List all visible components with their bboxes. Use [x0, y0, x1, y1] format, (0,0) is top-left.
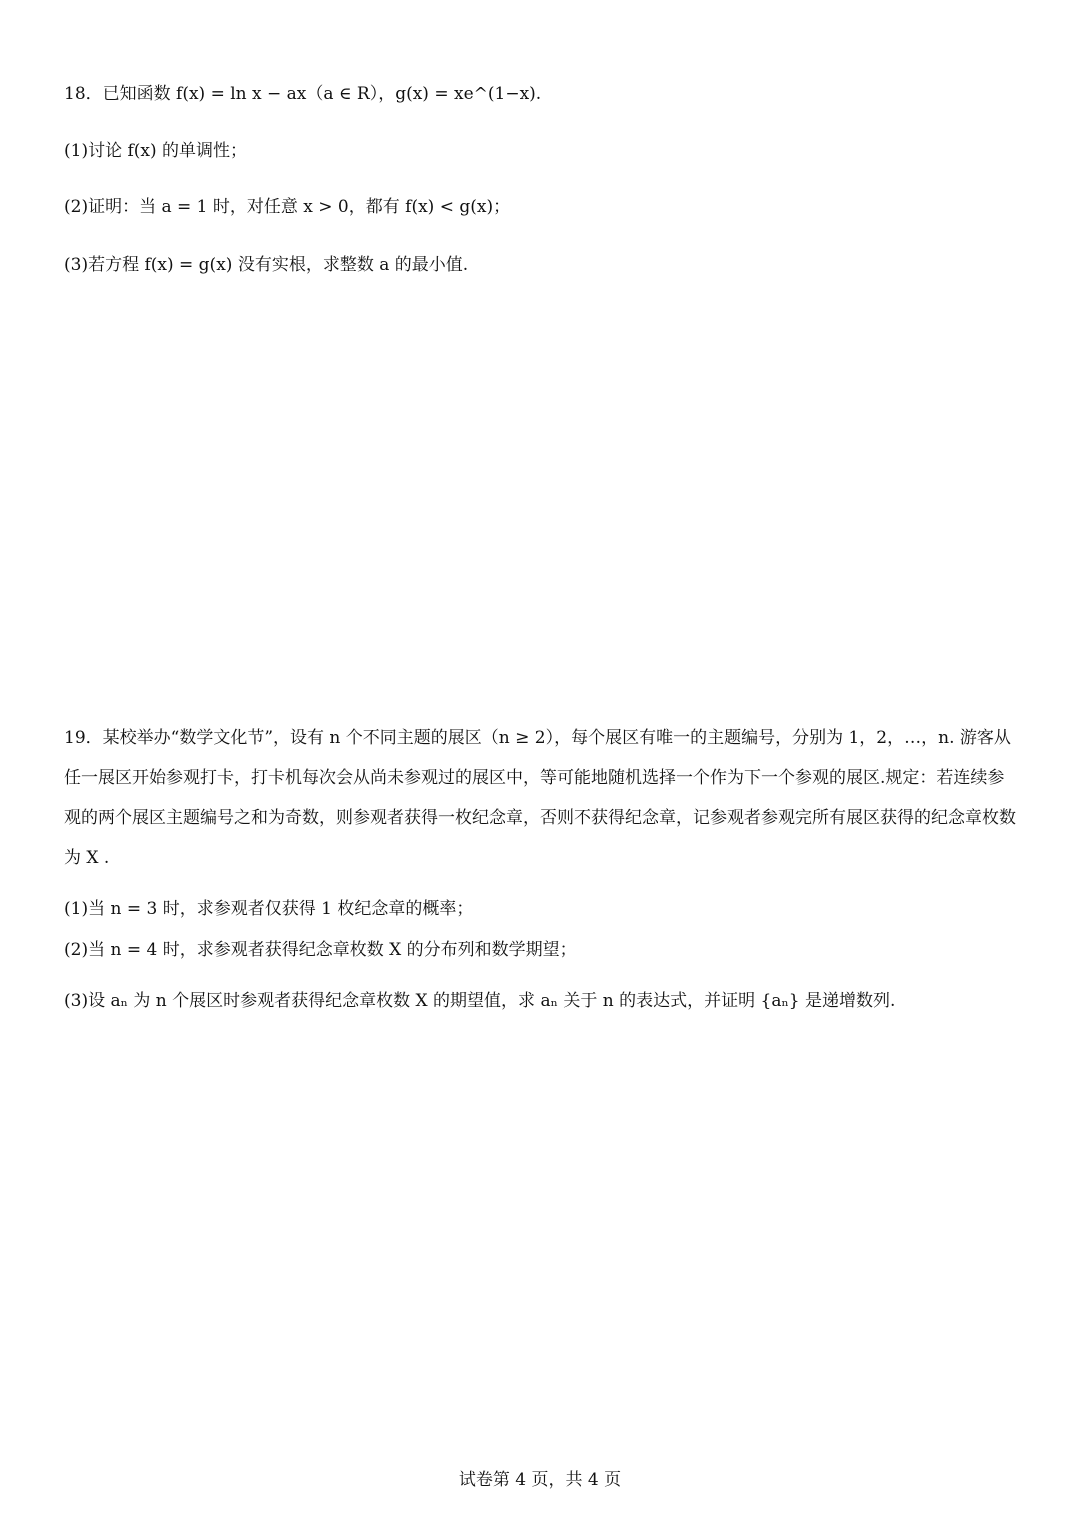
q19-part2: (2)当 n = 4 时，求参观者获得纪念章枚数 X 的分布列和数学期望；	[64, 940, 577, 960]
q18-stem: 18．已知函数 f(x) = ln x − ax（a ∈ R），g(x) = xe^(1−x).	[64, 84, 542, 104]
q19-part3: (3)设 aₙ 为 n 个展区时参观者获得纪念章枚数 X 的期望值，求 aₙ 关于 n 的表达式，并证明 {aₙ} 是递增数列.	[64, 991, 896, 1011]
q19-stem: 19．某校举办“数学文化节”，设有 n 个不同主题的展区（n ≥ 2），每个展区有唯一的主题编号，分别为 1，2，…，n. 游客从任一展区开始参观打卡，打卡机每次会从尚未参观过的展区中，等可能地随机选择一个作为下一个参观的展区.规定：若连续参观的两个展区主题编号之和为奇数，则参观者获得一枚纪念章，否则不获得纪念章，记参观者参观完所有展区获得的纪念章枚数为 X .	[64, 728, 1016, 868]
q18-part3: (3)若方程 f(x) = g(x) 没有实根，求整数 a 的最小值.	[64, 255, 469, 275]
q18-part2: (2)证明：当 a = 1 时，对任意 x > 0，都有 f(x) < g(x)；	[64, 197, 511, 217]
q18-part1: (1)讨论 f(x) 的单调性；	[64, 141, 248, 161]
q19-part1: (1)当 n = 3 时，求参观者仅获得 1 枚纪念章的概率；	[64, 899, 474, 919]
page-footer: 试卷第 4 页，共 4 页	[458, 1470, 622, 1490]
